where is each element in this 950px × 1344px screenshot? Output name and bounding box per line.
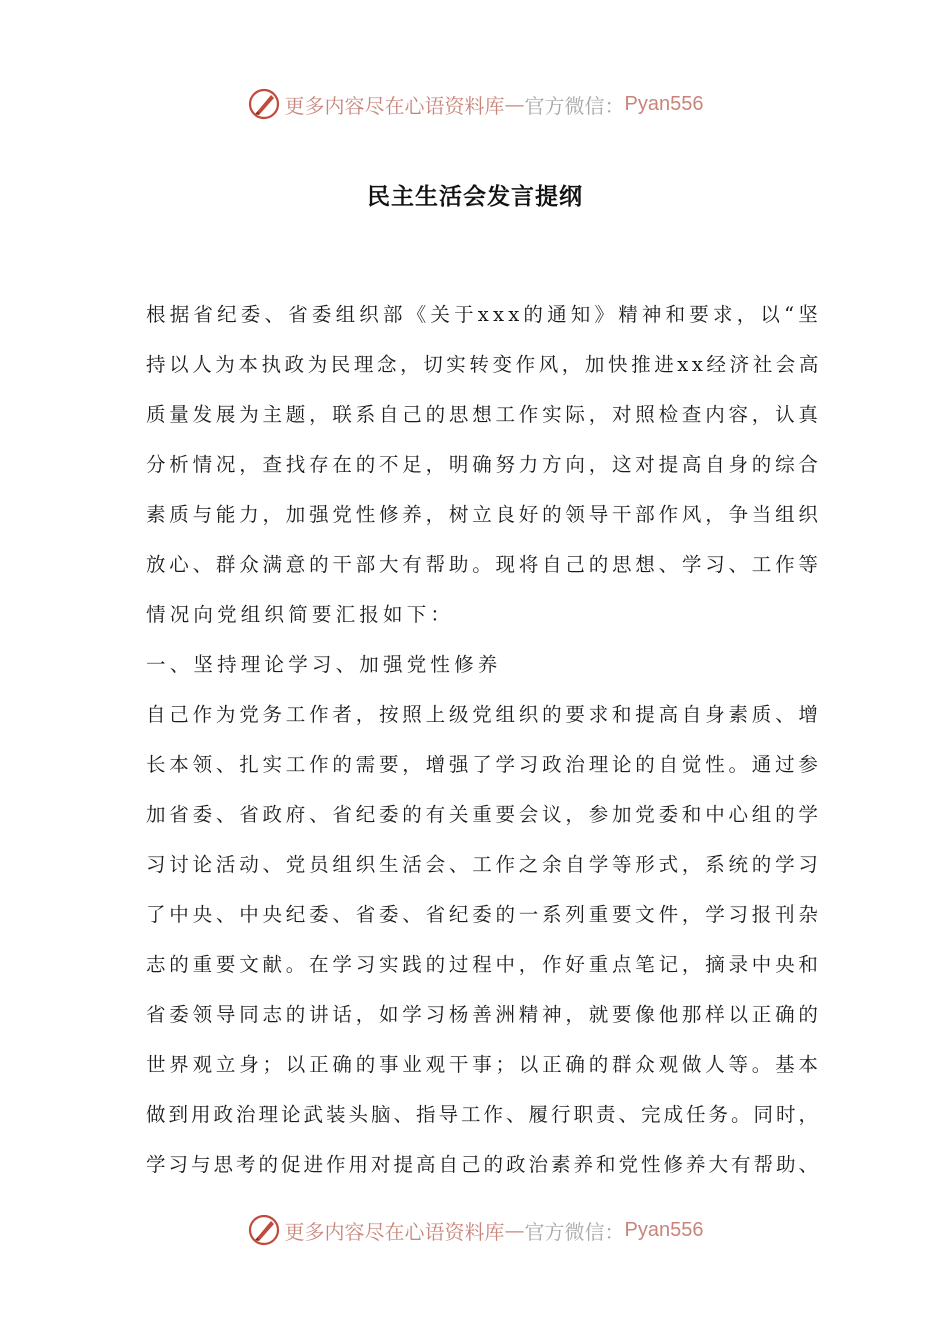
paragraph-line: 学习与思考的促进作用对提高自己的政治素养和党性修养大有帮助、 [146, 1153, 822, 1176]
paragraph-line: 自己作为党务工作者，按照上级党组织的要求和提高自身素质、增 [146, 703, 822, 726]
paragraph-line: 习讨论活动、党员组织生活会、工作之余自学等形式，系统的学习 [146, 853, 822, 876]
document-title: 民主生活会发言提纲 [367, 184, 583, 210]
pen-logo-icon [247, 1213, 281, 1247]
paragraph-line: 做到用政治理论武装头脑、指导工作、履行职责、完成任务。同时， [146, 1103, 822, 1126]
section-heading: 一、坚持理论学习、加强党性修养 [146, 653, 502, 676]
banner-dash: — [504, 1218, 525, 1242]
paragraph-line: 质量发展为主题，联系自己的思想工作实际，对照检查内容，认真 [146, 403, 822, 426]
paragraph-line: 志的重要文献。在学习实践的过程中，作好重点笔记，摘录中央和 [146, 953, 822, 976]
footer-watermark-banner [0, 1210, 950, 1250]
paragraph-line: 放心、群众满意的干部大有帮助。现将自己的思想、学习、工作等 [146, 553, 822, 576]
paragraph-line: 分析情况，查找存在的不足，明确努力方向，这对提高自身的综合 [146, 453, 822, 476]
banner-wechat-label: 官方微信： [524, 1219, 625, 1244]
pen-logo-icon [247, 87, 281, 121]
paragraph-line: 素质与能力，加强党性修养，树立良好的领导干部作风，争当组织 [146, 503, 822, 526]
paragraph-line: 省委领导同志的讲话，如学习杨善洲精神，就要像他那样以正确的 [146, 1003, 822, 1026]
paragraph-line: 长本领、扎实工作的需要，增强了学习政治理论的自觉性。通过参 [146, 753, 822, 776]
banner-wechat-id: Pyan556 [624, 92, 704, 115]
banner-wechat-id: Pyan556 [624, 1218, 704, 1241]
banner-dash: — [504, 92, 525, 116]
paragraph-line: 世界观立身；以正确的事业观干事；以正确的群众观做人等。基本 [146, 1053, 822, 1076]
banner-text: 更多内容尽在心语资料库 [284, 1219, 505, 1244]
paragraph-line: 持以人为本执政为民理念，切实转变作风，加快推进xx经济社会高 [146, 353, 822, 376]
paragraph-line: 根据省纪委、省委组织部《关于xxx的通知》精神和要求，以“坚 [146, 303, 822, 326]
paragraph-line: 了中央、中央纪委、省委、省纪委的一系列重要文件，学习报刊杂 [146, 903, 822, 926]
banner-wechat-label: 官方微信： [524, 93, 625, 118]
document-body [146, 290, 826, 1190]
paragraph-line: 情况向党组织简要汇报如下： [146, 603, 455, 626]
header-watermark-banner [0, 84, 950, 124]
paragraph-line: 加省委、省政府、省纪委的有关重要会议，参加党委和中心组的学 [146, 803, 822, 826]
banner-text: 更多内容尽在心语资料库 [284, 93, 505, 118]
